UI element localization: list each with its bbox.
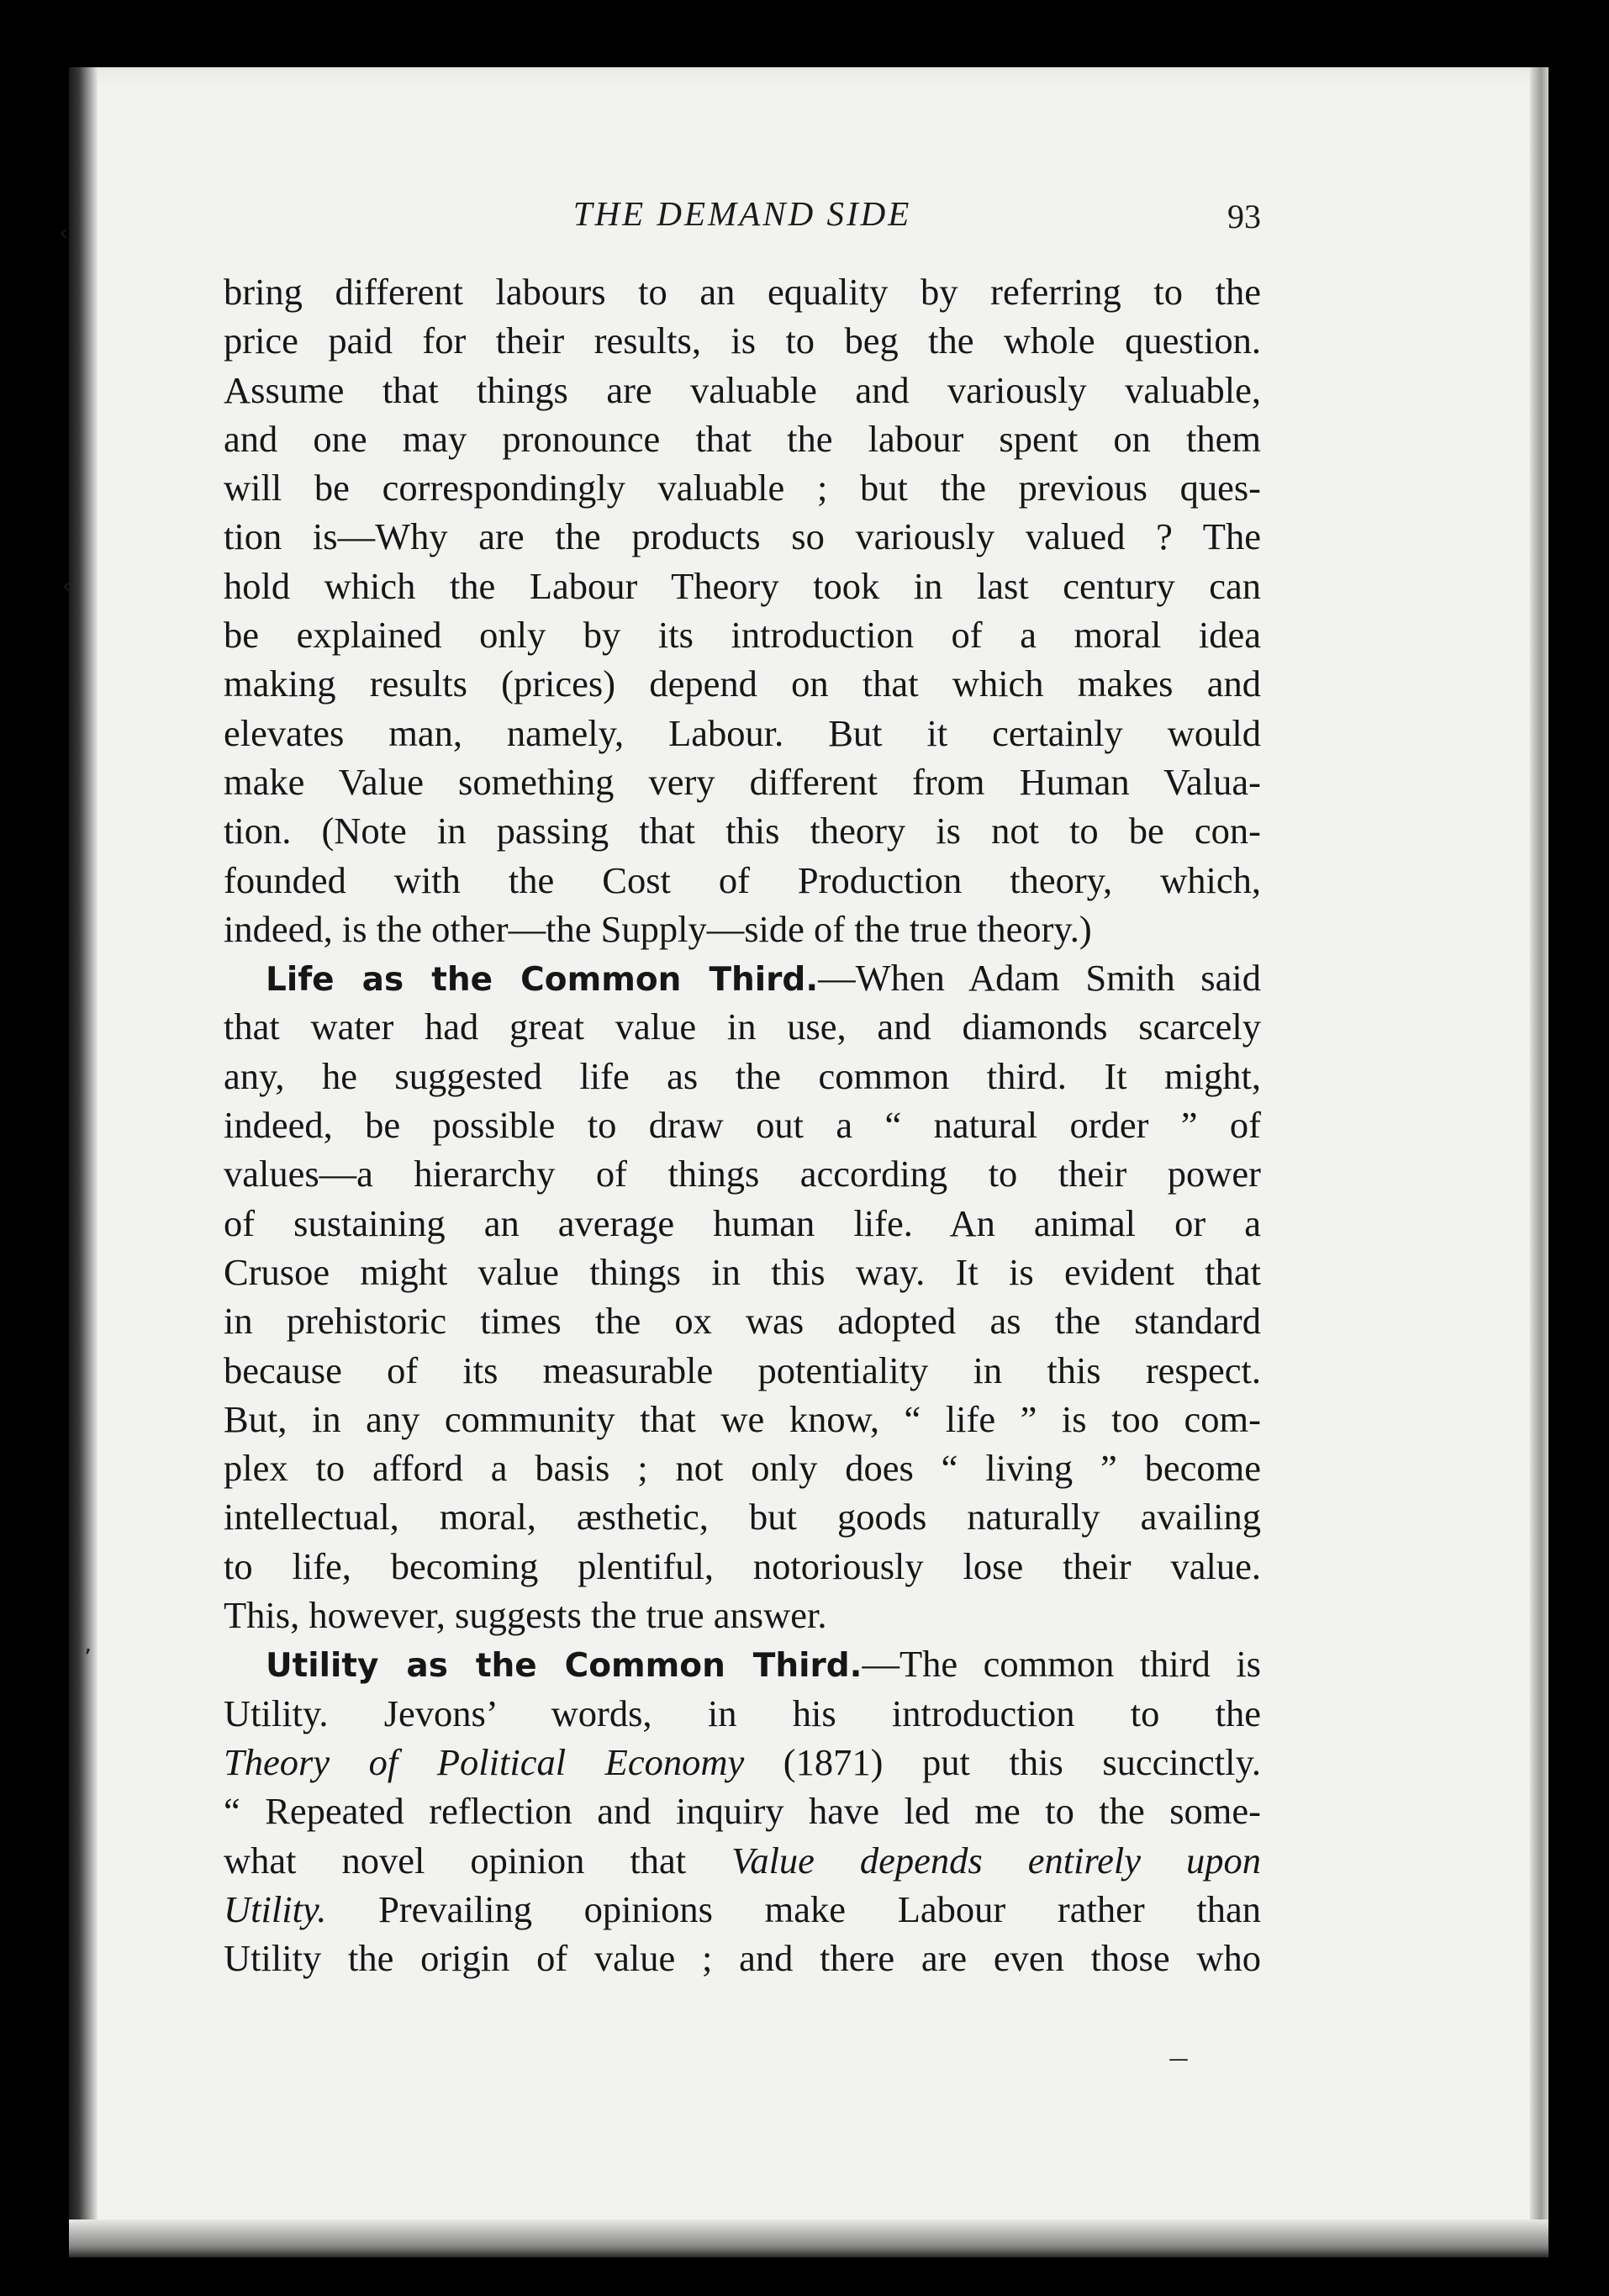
- text-line: to life, becoming plentiful, notoriously lose their value.: [224, 1544, 1261, 1587]
- page-header: [224, 193, 1261, 244]
- text-line: Utility. Jevons’ words, in his introduction to the: [224, 1692, 1261, 1734]
- margin-mark: ‹: [59, 219, 69, 246]
- text-line: be explained only by its introduction of a moral idea: [224, 614, 1261, 657]
- text-line: values—a hierarchy of things according to their power: [224, 1153, 1261, 1196]
- text-line: indeed, is the other—the Supply—side of the true theory.): [224, 907, 1092, 950]
- text-line: of sustaining an average human life. An animal or a: [224, 1201, 1261, 1244]
- italic-emphasis: Utility.: [224, 1887, 327, 1930]
- section-life-first-line: [224, 953, 1261, 1002]
- page-left-edge: [69, 67, 98, 2257]
- body-text: [224, 267, 1261, 1982]
- margin-mark: —: [1169, 2047, 1189, 2071]
- text-line: “ Repeated reflection and inquiry have led me to the some-: [224, 1790, 1261, 1833]
- text-line: Assume that things are valuable and variously valuable,: [224, 368, 1261, 411]
- section-utility-first-line-text: —The common third is: [862, 1643, 1262, 1686]
- text-line: price paid for their results, is to beg the whole question.: [224, 319, 1261, 362]
- text-line: This, however, suggests the true answer.: [224, 1594, 827, 1637]
- text-segment: Prevailing opinions make Labour rather than: [326, 1887, 1261, 1930]
- text-segment: what novel opinion that: [224, 1839, 732, 1882]
- running-head: THE DEMAND SIDE: [572, 194, 912, 233]
- page-number: 93: [1227, 198, 1261, 235]
- text-line: and one may pronounce that the labour spent on them: [224, 417, 1261, 460]
- text-line: bring different labours to an equality by referring to the: [224, 271, 1261, 313]
- text-line: in prehistoric times the ox was adopted as the standard: [224, 1300, 1261, 1343]
- text-line: hold which the Labour Theory took in last century can: [224, 564, 1261, 607]
- book-title: Theory of Political Economy: [224, 1740, 745, 1783]
- text-line: [224, 1836, 1261, 1885]
- section-heading-life: Life as the Common Third.: [266, 961, 819, 1000]
- text-line: any, he suggested life as the common third. It might,: [224, 1054, 1261, 1097]
- margin-mark: ’: [84, 1644, 92, 1671]
- text-line: plex to afford a basis ; not only does “ living ” become: [224, 1447, 1261, 1490]
- text-line: Crusoe might value things in this way. It is evident that: [224, 1250, 1261, 1293]
- text-line: [224, 1885, 1261, 1934]
- text-line: intellectual, moral, æsthetic, but goods naturally availing: [224, 1496, 1261, 1539]
- section-heading-utility: Utility as the Common Third.: [266, 1647, 863, 1686]
- section-life-first-line-text: —When Adam Smith said: [818, 957, 1261, 1000]
- text-line: tion. (Note in passing that this theory is not to be con-: [224, 810, 1261, 852]
- text-line: because of its measurable potentiality in this respect.: [224, 1349, 1261, 1391]
- text-line: But, in any community that we know, “ life ” is too com-: [224, 1397, 1261, 1440]
- page-right-edge: [1530, 67, 1548, 2257]
- text-line: elevates man, namely, Labour. But it certainly would: [224, 711, 1261, 754]
- italic-emphasis: Value depends entirely upon: [731, 1839, 1261, 1882]
- text-line: tion is—Why are the products so variously valued ? The: [224, 515, 1261, 558]
- text-line: [224, 1738, 1261, 1787]
- text-line: making results (prices) depend on that which makes and: [224, 662, 1261, 705]
- text-segment: (1871) put this succinctly.: [744, 1740, 1261, 1783]
- margin-mark: ‹: [62, 572, 72, 599]
- text-line: that water had great value in use, and diamonds scarcely: [224, 1005, 1261, 1048]
- section-utility-first-line: [224, 1639, 1261, 1688]
- text-line: make Value something very different from Human Valua-: [224, 760, 1261, 803]
- text-line: will be correspondingly valuable ; but the previous ques-: [224, 467, 1261, 509]
- text-line: indeed, be possible to draw out a “ natural order ” of: [224, 1104, 1261, 1147]
- text-line: founded with the Cost of Production theory, which,: [224, 858, 1261, 901]
- page-bottom-edge: [69, 2219, 1548, 2257]
- text-line: Utility the origin of value ; and there are even those who: [224, 1937, 1261, 1980]
